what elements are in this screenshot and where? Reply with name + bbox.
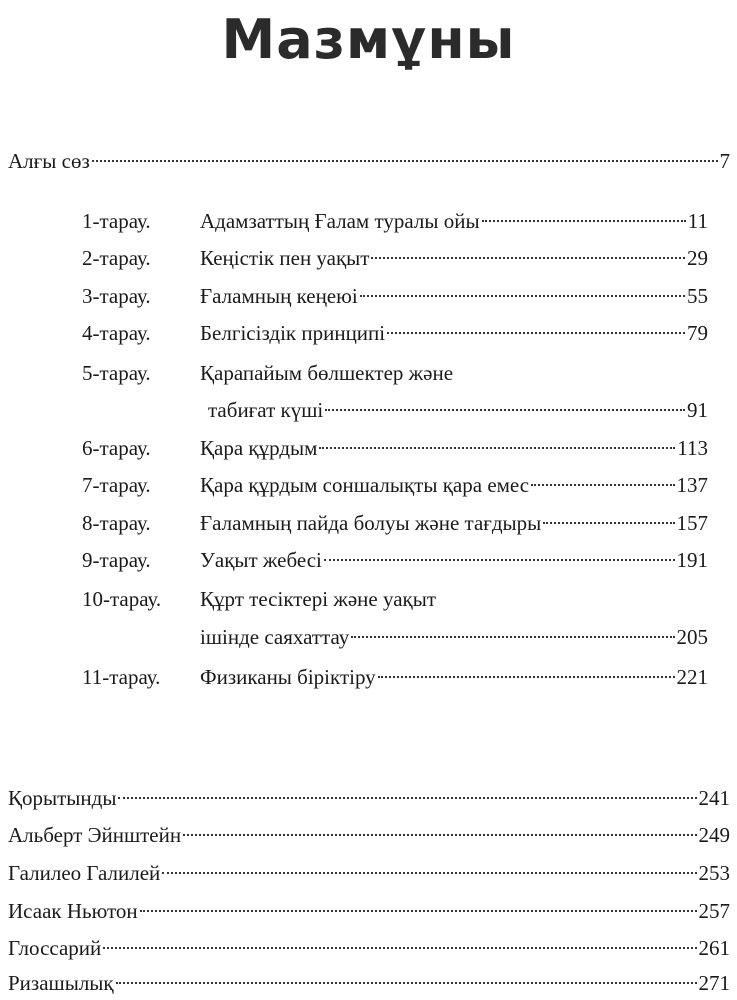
toc-entry-text: Ғаламның кеңеюі	[200, 284, 358, 308]
leader-dots	[103, 947, 696, 949]
chapter-number: 11-тарау.	[82, 665, 161, 689]
toc-entry-appendix[interactable]	[8, 966, 730, 1000]
toc-page-number: 241	[698, 786, 730, 810]
toc-entry-text: Исаак Ньютон	[8, 899, 138, 923]
toc-entry-chapter[interactable]	[82, 582, 708, 616]
toc-entry-text: Қарапайым бөлшектер және	[200, 361, 454, 385]
leader-dots	[360, 295, 685, 297]
toc-entry-text: Құрт тесіктері және уақыт	[200, 587, 437, 611]
toc-entry-text: ішінде саяхаттау	[200, 625, 350, 649]
chapter-number: 2-тарау.	[82, 246, 151, 270]
toc-entry-text: Қорытынды	[8, 786, 117, 810]
toc-page-number: 261	[698, 936, 730, 960]
toc-entry-text: Уақыт жебесі	[200, 548, 322, 572]
leader-dots	[183, 834, 696, 836]
toc-entry-text: Қара құрдым соншалықты қара емес	[200, 473, 530, 497]
toc-entry-text: Галилео Галилей	[8, 861, 161, 885]
toc-entry-chapter-continuation[interactable]	[82, 393, 708, 427]
toc-entry-chapter[interactable]	[82, 660, 708, 694]
toc-entry-text: табиғат күші	[208, 398, 324, 422]
toc-entry-chapter-continuation[interactable]	[82, 620, 708, 654]
toc-page-number: 205	[676, 625, 708, 649]
leader-dots	[116, 982, 697, 984]
toc-entry-text: Кеңістік пен уақыт	[200, 246, 370, 270]
page-title: Мазмұны	[221, 8, 516, 71]
toc-entry-preface[interactable]	[8, 144, 730, 178]
toc-entry-text: Альберт Эйнштейн	[8, 823, 182, 847]
toc-entry-chapter[interactable]	[82, 204, 708, 238]
toc-entry-text: Белгісіздік принципі	[200, 321, 386, 345]
leader-dots	[118, 797, 696, 799]
toc-page-number: 157	[676, 511, 708, 535]
toc-page-number: 91	[687, 398, 708, 422]
toc-entry-chapter[interactable]	[82, 241, 708, 275]
toc-page-number: 55	[687, 284, 708, 308]
toc-page-number: 113	[677, 436, 708, 460]
leader-dots	[162, 872, 696, 874]
chapter-number: 1-тарау.	[82, 209, 151, 233]
toc-page-number: 29	[687, 246, 708, 270]
toc-page-number: 271	[698, 971, 730, 995]
toc-entry-appendix[interactable]	[8, 781, 730, 815]
leader-dots	[482, 220, 686, 222]
toc-page-number: 249	[698, 823, 730, 847]
leader-dots	[325, 409, 685, 411]
chapter-number: 8-тарау.	[82, 511, 151, 535]
toc-entry-text: Глоссарий	[8, 936, 102, 960]
leader-dots	[378, 676, 675, 678]
chapter-number: 4-тарау.	[82, 321, 151, 345]
toc-entry-text: Ғаламның пайда болуы және тағдыры	[200, 511, 542, 535]
leader-dots	[371, 257, 685, 259]
leader-dots	[543, 522, 674, 524]
toc-page-number: 137	[676, 473, 708, 497]
toc-page-number: 221	[676, 665, 708, 689]
chapter-number: 7-тарау.	[82, 473, 151, 497]
chapter-number: 10-тарау.	[82, 587, 162, 611]
toc-entry-appendix[interactable]	[8, 856, 730, 890]
toc-entry-chapter[interactable]	[82, 356, 708, 390]
toc-page-number: 191	[676, 548, 708, 572]
toc-entry-chapter[interactable]	[82, 431, 708, 465]
toc-page-number: 253	[698, 861, 730, 885]
toc-entry-appendix[interactable]	[8, 818, 730, 852]
toc-entry-chapter[interactable]	[82, 543, 708, 577]
toc-entry-text: Ризашылық	[8, 971, 114, 995]
toc-page-number: 79	[687, 321, 708, 345]
toc-entry-appendix[interactable]	[8, 931, 730, 965]
leader-dots	[351, 636, 674, 638]
chapter-number: 5-тарау.	[82, 361, 151, 385]
toc-entry-chapter[interactable]	[82, 506, 708, 540]
toc-page-number: 257	[698, 899, 730, 923]
leader-dots	[140, 910, 697, 912]
toc-page-number: 7	[719, 149, 730, 173]
leader-dots	[324, 559, 675, 561]
leader-dots	[92, 160, 718, 162]
leader-dots	[531, 484, 674, 486]
leader-dots	[387, 332, 685, 334]
toc-entry-text: Физиканы біріктіру	[200, 665, 376, 689]
toc-page-number: 11	[687, 209, 708, 233]
toc-entry-text: Қара құрдым	[200, 436, 318, 460]
chapter-number: 9-тарау.	[82, 548, 151, 572]
toc-entry-chapter[interactable]	[82, 468, 708, 502]
toc-entry-chapter[interactable]	[82, 316, 708, 350]
chapter-number: 6-тарау.	[82, 436, 151, 460]
toc-entry-text: Алғы сөз	[8, 149, 90, 173]
chapter-number: 3-тарау.	[82, 284, 151, 308]
toc-entry-text: Адамзаттың Ғалам туралы ойы	[200, 209, 480, 233]
toc-entry-appendix[interactable]	[8, 894, 730, 928]
toc-entry-chapter[interactable]	[82, 279, 708, 313]
leader-dots	[319, 447, 675, 449]
